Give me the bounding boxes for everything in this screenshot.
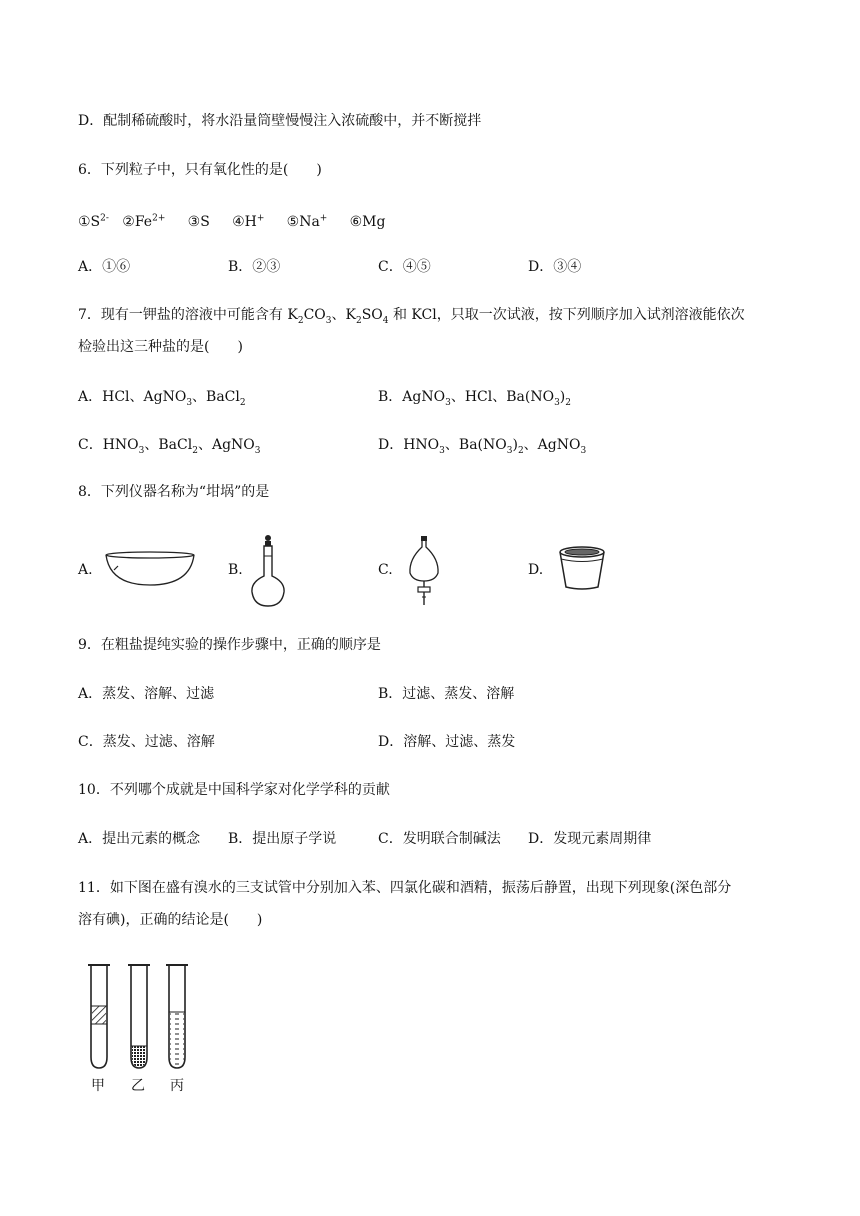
q7-option-c: C．$HNO_3$、BaCl$_2$、AgNO$_3$ xyxy=(78,437,261,456)
particle-5: ⑤Na+ xyxy=(286,213,328,230)
q5-option-d: D．配制稀硫酸时，将水沿量筒壁慢慢注入浓硫酸中，并不断搅拌 xyxy=(78,113,482,129)
q6-option-a: A．①⑥ xyxy=(78,259,131,275)
tube-yi xyxy=(128,965,150,1068)
volumetric-flask-figure xyxy=(248,534,288,608)
q10-stem: 10．不列哪个成就是中国科学家对化学学科的贡献 xyxy=(78,782,390,798)
q9-option-a: A．蒸发、溶解、过滤 xyxy=(78,686,215,702)
q8-stem: 8．下列仪器名称为“坩埚”的是 xyxy=(78,484,270,500)
q8-label-b: B. xyxy=(228,562,243,578)
particle-6: ⑥Mg xyxy=(349,213,386,230)
q7-option-a: A．HCl、AgNO$_3$、BaCl$_2$ xyxy=(78,389,246,408)
separatory-funnel-figure xyxy=(407,535,441,607)
q11-stem-line2: 溶有碘)，正确的结论是( ) xyxy=(78,912,263,928)
q10-option-b: B．提出原子学说 xyxy=(228,831,337,847)
q6-option-b: B．②③ xyxy=(228,259,281,275)
particle-1: $①S^{2-}$ xyxy=(78,213,109,230)
tube-jia xyxy=(88,965,110,1068)
particle-2: $②Fe^{2+}$ xyxy=(122,213,166,230)
q11-stem-line1: 11．如下图在盛有溴水的三支试管中分别加入苯、四氯化碳和酒精，振荡后静置，出现下列现象(深色部分 xyxy=(78,880,732,896)
particle-3: ③S xyxy=(187,213,210,230)
q9-stem: 9．在粗盐提纯实验的操作步骤中，正确的顺序是 xyxy=(78,637,381,653)
evaporating-dish-figure xyxy=(104,550,196,588)
particle-4: ④H+ xyxy=(232,213,265,230)
q9-option-d: D．溶解、过滤、蒸发 xyxy=(378,734,516,750)
q10-option-d: D．发现元素周期律 xyxy=(528,831,652,847)
q6-option-c: C．④⑤ xyxy=(378,259,431,275)
q8-label-c: C. xyxy=(378,562,393,578)
q7-option-b: B．AgNO$_3$、HCl、$Ba(NO_3)_2$ xyxy=(378,389,571,408)
crucible-figure xyxy=(556,545,608,591)
q8-label-d: D. xyxy=(528,562,544,578)
q9-option-c: C．蒸发、过滤、溶解 xyxy=(78,734,215,750)
tube-label-bing: 丙 xyxy=(170,1078,184,1094)
q7-stem-line2: 检验出这三种盐的是( ) xyxy=(78,339,243,355)
q10-option-a: A．提出元素的概念 xyxy=(78,831,201,847)
q9-option-b: B．过滤、蒸发、溶解 xyxy=(378,686,515,702)
q7-stem-line1: 7．现有一钾盐的溶液中可能含有 $K_2CO_3$、$K_2SO_4$ 和 KCl，只取一次试液，按下列顺序加入试剂溶液能依次 xyxy=(78,307,745,326)
test-tubes-figure xyxy=(86,962,198,1072)
q7-option-d: D．$HNO_3$、$Ba(NO_3)_2$、AgNO$_3$ xyxy=(378,437,587,456)
q8-label-a: A. xyxy=(78,562,93,578)
tube-bing xyxy=(166,965,188,1068)
q6-stem: 6．下列粒子中，只有氧化性的是( ) xyxy=(78,162,322,178)
tube-label-jia: 甲 xyxy=(91,1078,105,1094)
tube-label-yi: 乙 xyxy=(131,1078,145,1094)
q10-option-c: C．发明联合制碱法 xyxy=(378,831,501,847)
q6-option-d: D．③④ xyxy=(528,259,582,275)
q6-particles xyxy=(78,209,385,231)
